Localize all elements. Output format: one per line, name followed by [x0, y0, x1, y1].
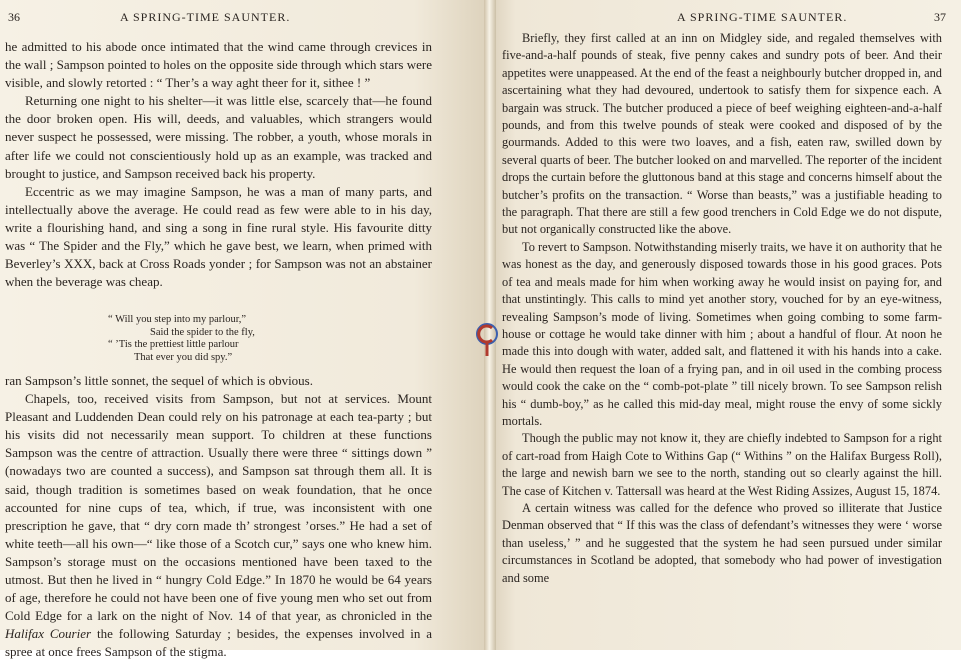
- poem-line: “ Will you step into my parlour,”: [108, 314, 247, 325]
- running-head-left: A SPRING-TIME SAUNTER.: [120, 10, 291, 24]
- page-number-right: 37: [934, 10, 946, 24]
- paragraph: Eccentric as we may imagine Sampson, he was a man of many parts, and intellectually above the average. He could read as few were able to in his day, write a flourishing hand, and sing a song in fine rural style. His favourite ditty was “ The Spider and the Fly,” which he gave best, we learn, when primed with Beverley’s XXX, back at Cross Roads yonder ; for Sampson was not an abstainer when the beverage was cheap.: [5, 183, 432, 290]
- library-stamp-icon: [473, 320, 501, 360]
- paragraph-tail: the following Saturday ; besides, the expenses involved in a spree at once frees Sampson of the stigma.: [5, 626, 432, 660]
- poem-stanza: [108, 314, 255, 364]
- page-number-left: 36: [8, 10, 20, 24]
- paragraph: [5, 390, 432, 661]
- poem-line: “ ’Tis the prettiest little parlour: [108, 339, 239, 350]
- paragraph: Returning one night to his shelter—it was little else, scarcely that—he found the door broken open. His will, deeds, and valuables, which strangers would never suspect he possessed, were missing. The robber, a youth, whose morals in after life we could not conscientiously hold up as an example, was tracked and brought to justice, and Sampson received back his property.: [5, 93, 432, 181]
- running-head-right: A SPRING-TIME SAUNTER.: [677, 10, 848, 24]
- paragraph: Though the public may not know it, they are chiefly indebted to Sampson for a right of cart-road from Haigh Cote to Withins Gap (“ Withins ” on the Halifax Burgess Roll), the large and newish barn we see to the north, standing out so clearly against the hill. The case of Kitchen v. Tattersall was heard at the West Riding Assizes, August 15, 1874.: [502, 431, 942, 498]
- poem-line: Said the spider to the fly,: [150, 326, 255, 338]
- right-text: [502, 30, 942, 587]
- paragraph: A certain witness was called for the defence who proved so illiterate that Justice Denman observed that “ If this was the class of defendant’s witnesses they were ‘ worse than useless,’ ” and he suggested that the system he had seen pursued under similar circumstances in Scotland be adopted, that somebody who had power of investigation and some: [502, 500, 942, 585]
- right-page: [487, 0, 961, 650]
- paragraph-body: Chapels, too, received visits from Sampson, but not at services. Mount Pleasant and Luddenden Dean could rely on his patronage at each tea-party ; but his visits did not necessarily mean support. To children at these functions Sampson was the centre of attraction. Usually there were three “ sittings down ” (nowadays two are counted a success), and Sampson sat through them all. It is said, though tradition is sometimes based on weak foundation, that he once accounted for nine cups of tea, which, if true, was inconsistent with one prescription he gave, that “ dry corn made th’ strongest ’orses.” He had a set of white teeth—all his own—“ like those of a Scotch cur,” says one who knew him. Sampson’s storage must on the occasions mentioned have been taxed to the utmost. But then he lived in “ hungry Cold Edge.” In 1870 he would be 64 years of age, therefore he could not have been one of five young men who set out from Cold Edge for a lark on the night of Nov. 14 of that year, as chronicled in the: [5, 391, 432, 624]
- paragraph: Briefly, they first called at an inn on Midgley side, and regaled themselves with five-and-a-half pounds of steak, five penny cakes and sundry pots of beer. And their appetites were unappeased. At the end of the feast a neighbourly butcher dropped in, and ascertaining what they had devoured, undertook to satisfy them for sixpence each. A bargain was struck. The butcher produced a piece of beef weighing eighteen-and-a-half pounds, and from this twelve pounds of steak were cooked and disposed of by the gourmands. Added to this were two loaves, and a fish, eaten raw, swilled down by several quarts of beer. The butcher looked on and marvelled. The reporter of the incident drops the curtain before the gluttonous band at this stage and concerns himself about the butcher’s profits on the transaction. “ Worse than beasts,” was a justifiable heading to the paragraph. That there are still a few good trenchers in Cold Edge we do not dispute, but not organically constructed like the above.: [502, 31, 942, 237]
- poem-line: That ever you did spy.”: [134, 351, 233, 363]
- newspaper-title: Halifax Courier: [5, 626, 92, 642]
- paragraph: ran Sampson’s little sonnet, the sequel of which is obvious.: [5, 373, 313, 388]
- left-bottom-text: [5, 372, 432, 662]
- paragraph: To revert to Sampson. Notwithstanding miserly traits, we have it on authority that he was honest as the day, and generously disposed towards those in his good graces. Pots of tea and meals made for him when working away he would insist on paying for, and that unstintingly. This calls to mind yet another story, vouched for by an eye-witness, revealing Sampson’s mode of living. Sometimes when going combing to some farm-house or cottage he would take dinner with him ; about a handful of flour. At noon he made this into dough with water, added salt, and flattened it with his hands into a cake. He would then request the loan of a frying pan, and in oil used in the combing process would cook the cake on the “ comb-pot-plate ” till nicely brown. To see Sampson relish his “ dumb-boy,” as he called this mid-day meal, might rouse the envy of some sickly mortals.: [502, 239, 942, 428]
- paragraph: he admitted to his abode once intimated that the wind came through crevices in the wall ; Sampson pointed to holes on the opposite side through which stars were visible, and slowly retorted : “ Ther’s a way aght theer for it, sithee ! ”: [5, 39, 432, 91]
- left-top-text: [5, 38, 432, 291]
